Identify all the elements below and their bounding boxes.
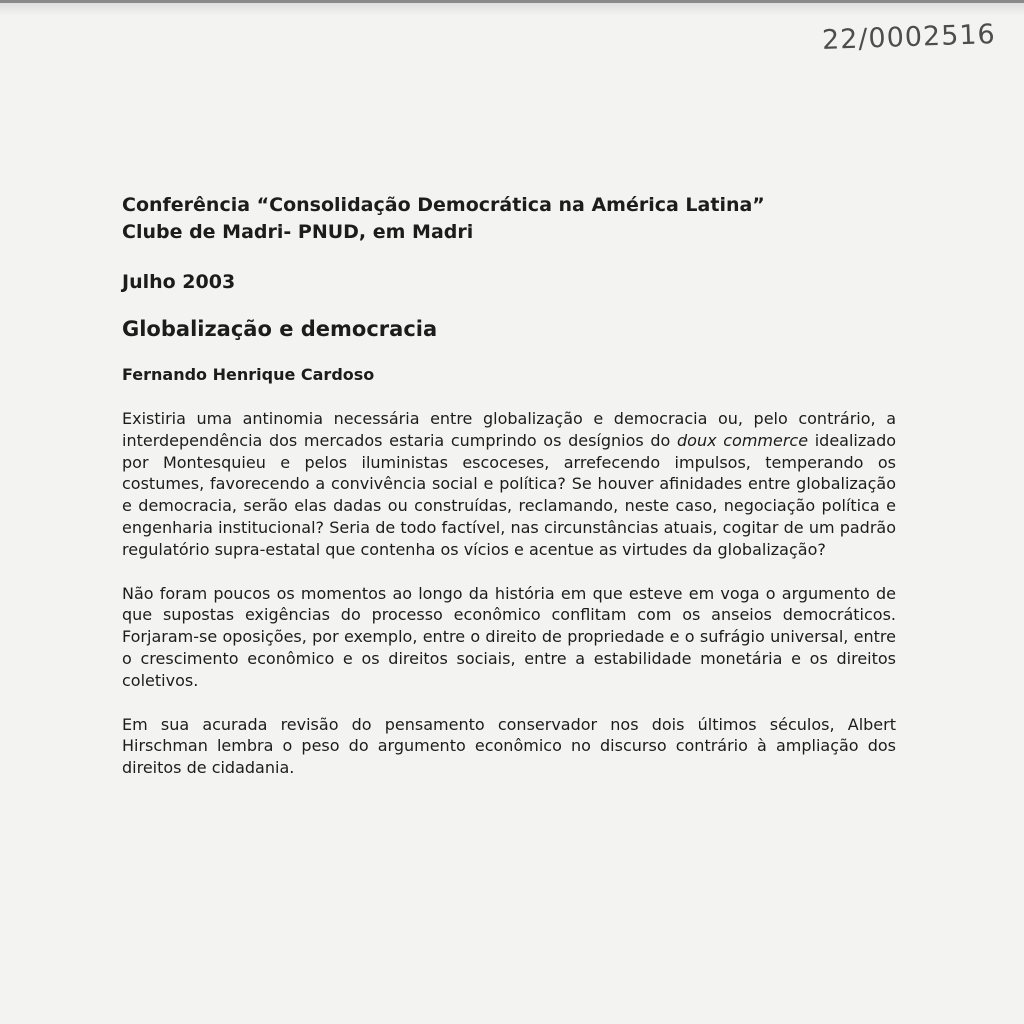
paragraph-1-end: idealizado por Montesquieu e pelos iluministas escoceses, arrefecendo impulsos, temperando os costumes, favorecendo a convivência social e política? Se houver afinidades entre globalização e democracia, serão elas dadas ou construídas, reclamando, neste caso, negociação política e engenharia institucional? Seria de todo factível, nas circunstâncias atuais, cogitar de um padrão regulatório supra-estatal que contenha os vícios e acentue as virtudes da globalização? <box>122 430 897 559</box>
scan-shadow <box>0 3 1024 15</box>
paragraph-3: Em sua acurada revisão do pensamento conservador nos dois últimos séculos, Albert Hirschman lembra o peso do argumento econômico no discurso contrário à ampliação dos direitos de cidadania. <box>122 714 896 778</box>
paragraph-1-emphasis: doux commerce <box>677 430 809 450</box>
author-name: Fernando Henrique Cardoso <box>122 365 375 384</box>
organizer-line: Clube de Madri- PNUD, em Madri <box>122 221 474 243</box>
paragraph-2: Não foram poucos os momentos ao longo da história em que esteve em voga o argumento de que supostas exigências do processo econômico conflitam com os anseios democráticos. Forjaram-se oposições, por exemplo, entre o direito de propriedade e o sufrágio universal, entre o crescimento econômico e os direitos sociais, entre a estabilidade monetária e os direitos coletivos. <box>122 583 896 690</box>
document-body <box>122 192 896 779</box>
essay-title: Globalização e democracia <box>122 317 438 341</box>
document-date: Julho 2003 <box>122 271 236 293</box>
handwritten-document-number: 22/0002516 <box>821 18 997 57</box>
conference-title: Conferência “Consolidação Democrática na América Latina” <box>122 194 765 216</box>
paragraph-1 <box>122 408 896 561</box>
paragraph-1-start: Existiria uma antinomia necessária entre globalização e democracia ou, pelo contrário, a interdependência dos mercados estaria cumprindo os desígnios do <box>122 409 896 450</box>
